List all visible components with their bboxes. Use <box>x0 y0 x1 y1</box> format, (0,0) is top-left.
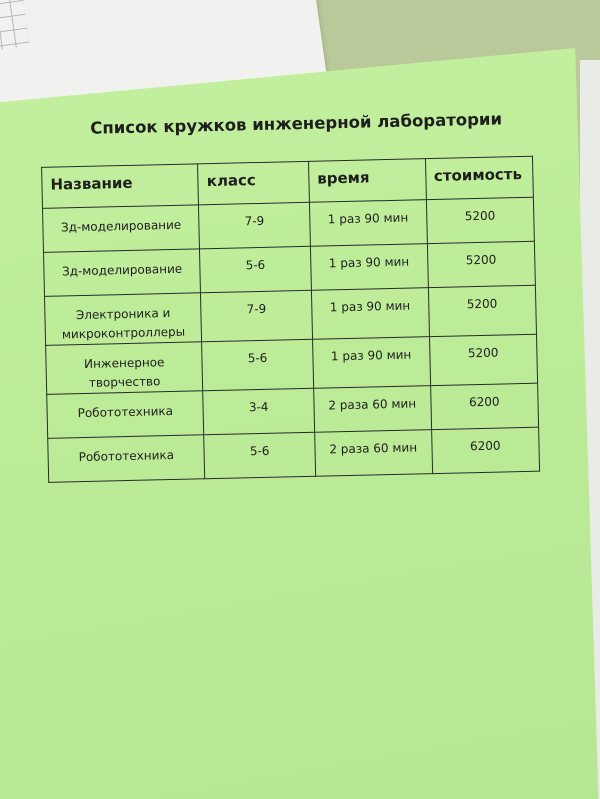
header-cost: стоимость <box>425 156 533 199</box>
cell-cost: 5200 <box>429 334 538 385</box>
cell-grade: 3-4 <box>203 388 314 434</box>
cell-time: 1 раз 90 мин <box>309 200 427 247</box>
header-time: время <box>308 159 426 203</box>
cell-time: 2 раза 60 мин <box>313 386 431 433</box>
cell-name: Робототехника <box>48 435 205 483</box>
cell-name: Инженерное творчество <box>46 342 203 395</box>
cell-cost: 6200 <box>430 383 538 429</box>
cell-name: Зд-моделирование <box>43 205 200 253</box>
cell-time: 1 раз 90 мин <box>312 337 430 389</box>
cell-time: 2 раза 60 мин <box>314 430 432 477</box>
cell-grade: 5-6 <box>202 339 314 390</box>
grid-pattern <box>0 0 30 55</box>
document-title: Список кружков инженерной лаборатории <box>90 109 503 138</box>
cell-name: Электроника и микроконтроллеры <box>45 293 202 346</box>
cell-cost: 5200 <box>427 241 535 287</box>
clubs-table <box>41 156 540 483</box>
cell-grade: 5-6 <box>204 432 315 478</box>
cell-name: Зд-моделирование <box>44 249 201 297</box>
cell-cost: 5200 <box>426 197 534 243</box>
cell-time: 1 раз 90 мин <box>310 244 428 291</box>
cell-grade: 7-9 <box>199 202 310 248</box>
cell-name: Робототехника <box>47 391 204 439</box>
document <box>36 109 544 483</box>
cell-cost: 6200 <box>431 427 539 473</box>
header-grade: класс <box>198 161 309 204</box>
cell-grade: 7-9 <box>201 290 313 341</box>
cell-time: 1 раз 90 мин <box>311 288 429 340</box>
cell-grade: 5-6 <box>200 246 311 292</box>
cell-cost: 5200 <box>428 285 537 336</box>
header-name: Название <box>42 164 199 209</box>
